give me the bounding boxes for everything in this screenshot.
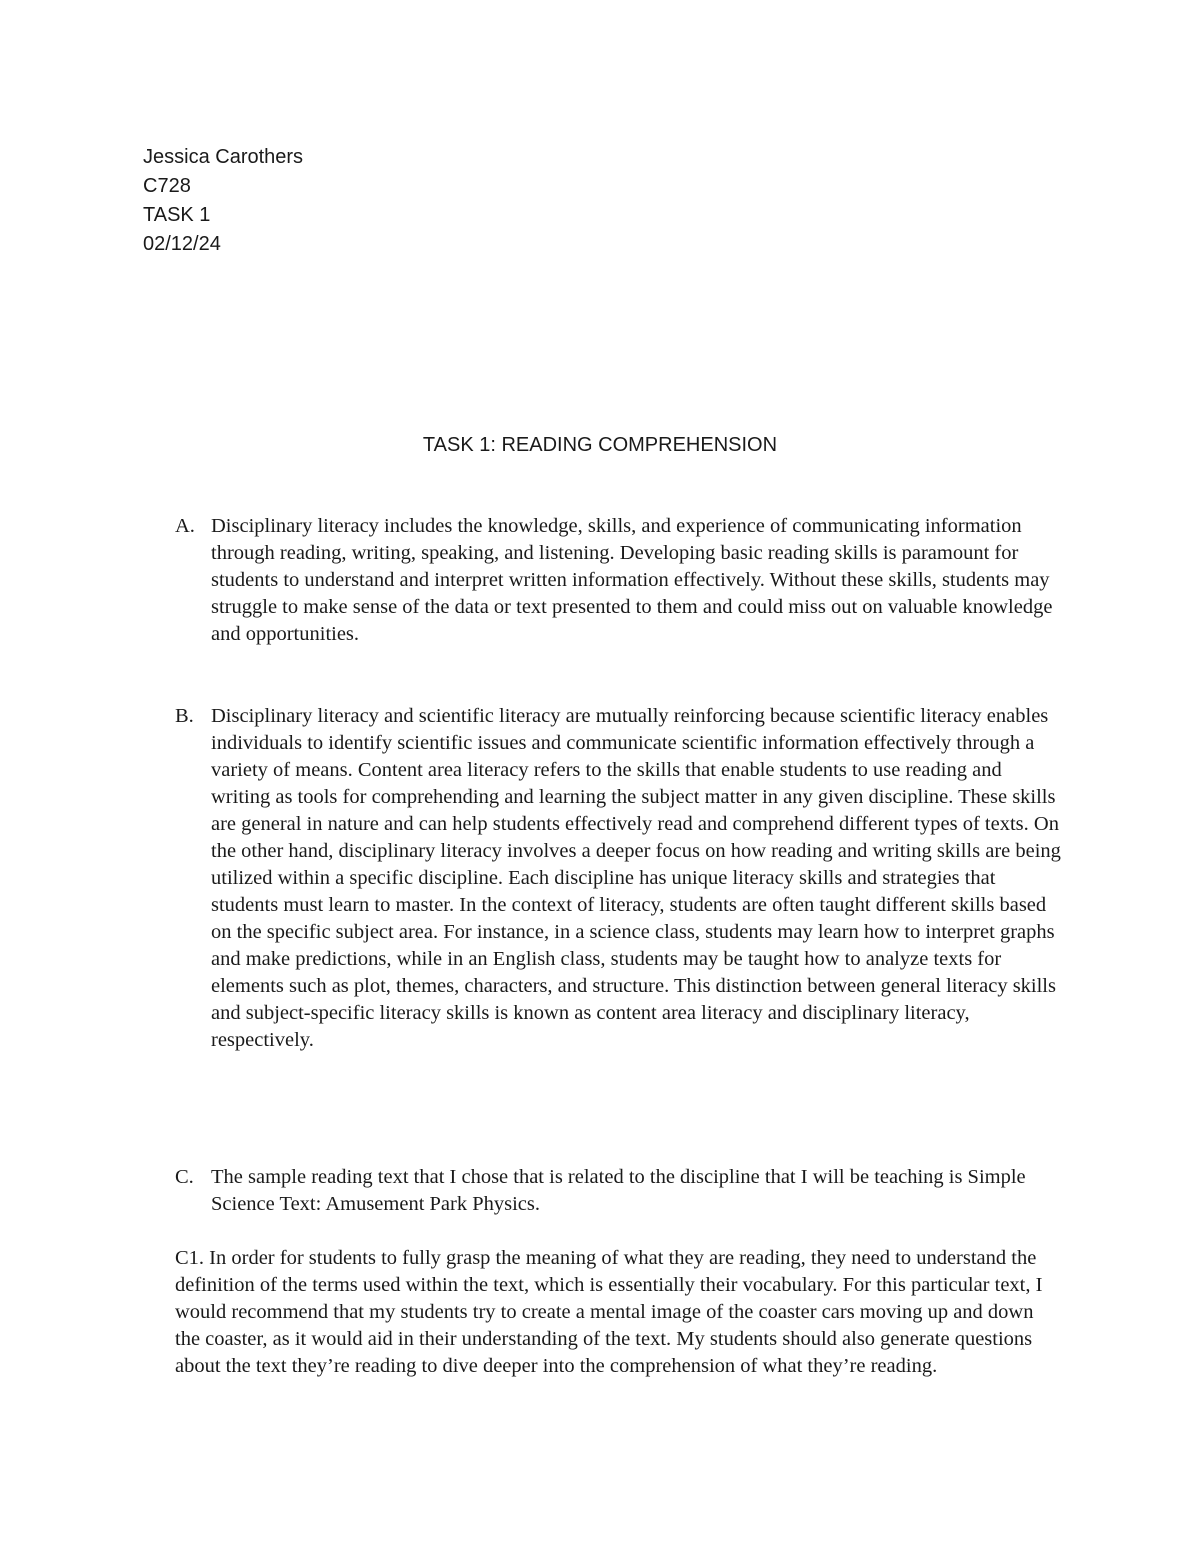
document-date: 02/12/24 (143, 233, 221, 255)
section-b-text: Disciplinary literacy and scientific literacy are mutually reinforcing because scientific literacy enables individuals to identify scientific issues and communicate scientific information effectively through a variety of means. Content area literacy refers to the skills that enable students to use reading and writing as tools for comprehending and learning the subject matter in any given discipline. These skills are general in nature and can help students effectively read and comprehend different types of texts. On the other hand, disciplinary literacy involves a deeper focus on how reading and writing skills are being utilized within a specific discipline. Each discipline has unique literacy skills and strategies that students must learn to master. In the context of literacy, students are often taught different skills based on the specific subject area. For instance, in a science class, students may learn how to interpret graphs and make predictions, while in an English class, students may be taught how to analyze texts for elements such as plot, themes, characters, and structure. This distinction between general literacy skills and subject-specific literacy skills is known as content area literacy and disciplinary literacy, respectively. (211, 705, 1061, 1051)
section-c1-paragraph: C1. In order for students to fully grasp the meaning of what they are reading, they need to understand the definition of the terms used within the text, which is essentially their vocabulary. For this particular text, I would recommend that my students try to create a mental image of the coaster cars moving up and down the coaster, as it would aid in their understanding of the text. My students should also generate questions about the text they’re reading to dive deeper into the comprehension of what they’re reading. (175, 1247, 1043, 1377)
author-name: Jessica Carothers (143, 146, 304, 168)
section-c-text: The sample reading text that I chose that is related to the discipline that I will be teaching is Simple Science Text: Amusement Park Physics. (211, 1166, 1026, 1215)
document-title: TASK 1: READING COMPREHENSION (422, 434, 778, 456)
document-header (143, 143, 303, 259)
course-code: C728 (143, 175, 191, 197)
section-c-label: C. (175, 1166, 194, 1188)
section-b (175, 703, 1065, 1054)
section-b-label: B. (175, 705, 194, 727)
section-a (175, 513, 1065, 648)
section-c (175, 1164, 1065, 1218)
section-a-label: A. (175, 515, 195, 537)
task-label: TASK 1 (143, 204, 211, 226)
section-a-text: Disciplinary literacy includes the knowledge, skills, and experience of communicating information through reading, writing, speaking, and listening. Developing basic reading skills is paramount for students to understand and interpret written information effectively. Without these skills, students may struggle to make sense of the data or text presented to them and could miss out on valuable knowledge and opportunities. (211, 515, 1053, 645)
